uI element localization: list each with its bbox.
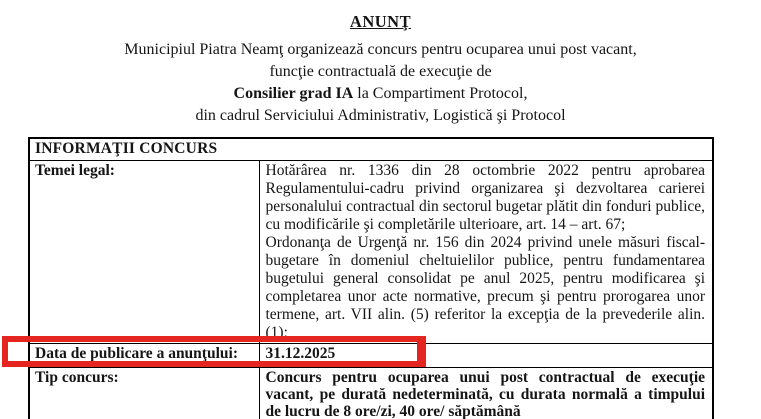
contest-info-table [28, 137, 714, 419]
position-title: Consilier grad IA [233, 85, 354, 102]
document-header [0, 0, 761, 127]
position-rest: la Compartiment Protocol, [353, 85, 528, 102]
position-line [0, 83, 761, 105]
title-line [0, 11, 761, 34]
row-label-temei-legal: Temei legal: [29, 161, 259, 344]
temei-paragraph-2: Ordonanţa de Urgenţă nr. 156 din 2024 privind unele măsuri fiscal-bugetare în domeniul cheltuielilor publice, pentru fundamentarea bugetului general consolidat pe anul 2025, pentru modificarea şi completarea unor acte normative, precum şi pentru prorogarea unor termene, art. VII alin. (5) referitor la excepţia de la prevederile alin. (1); [265, 234, 706, 341]
intro-line-2: funcţie contractuală de execuţie de [269, 63, 492, 80]
row-label-data-publicare: Data de publicare a anunţului: [29, 344, 259, 368]
table-header-row [29, 138, 713, 161]
document-title: ANUNŢ [349, 12, 412, 31]
temei-paragraph-1: Hotărârea nr. 1336 din 28 octombrie 2022 pentru aprobarea Regulamentului-cadru privind organizarea şi dezvoltarea carierei personalului contractual din sectorul bugetar plătit din fonduri publice, cu modificările şi completările ulterioare, art. 14 – art. 67; [265, 162, 706, 233]
table-row-data-publicare [29, 344, 713, 368]
department-line: din cadrul Serviciului Administrativ, Logistică şi Protocol [195, 107, 566, 124]
table-row-tip-concurs [29, 368, 713, 419]
row-value-data-publicare: 31.12.2025 [259, 344, 713, 368]
intro-line-1: Municipiul Piatra Neamţ organizează concurs pentru ocuparea unui post vacant, [124, 41, 637, 58]
row-value-tip-concurs [259, 368, 713, 419]
row-value-temei-legal [259, 161, 713, 344]
tip-concurs-text: Concurs pentru ocuparea unui post contractual de execuţie vacant, pe durată nedeterminată, cu durata normală a timpului de lucru de 8 ore/zi, 40 ore/ săptămână [265, 369, 706, 419]
row-label-tip-concurs: Tip concurs: [29, 368, 259, 419]
table-row-temei-legal [29, 161, 713, 344]
table-header-title: INFORMAŢII CONCURS [29, 138, 713, 161]
